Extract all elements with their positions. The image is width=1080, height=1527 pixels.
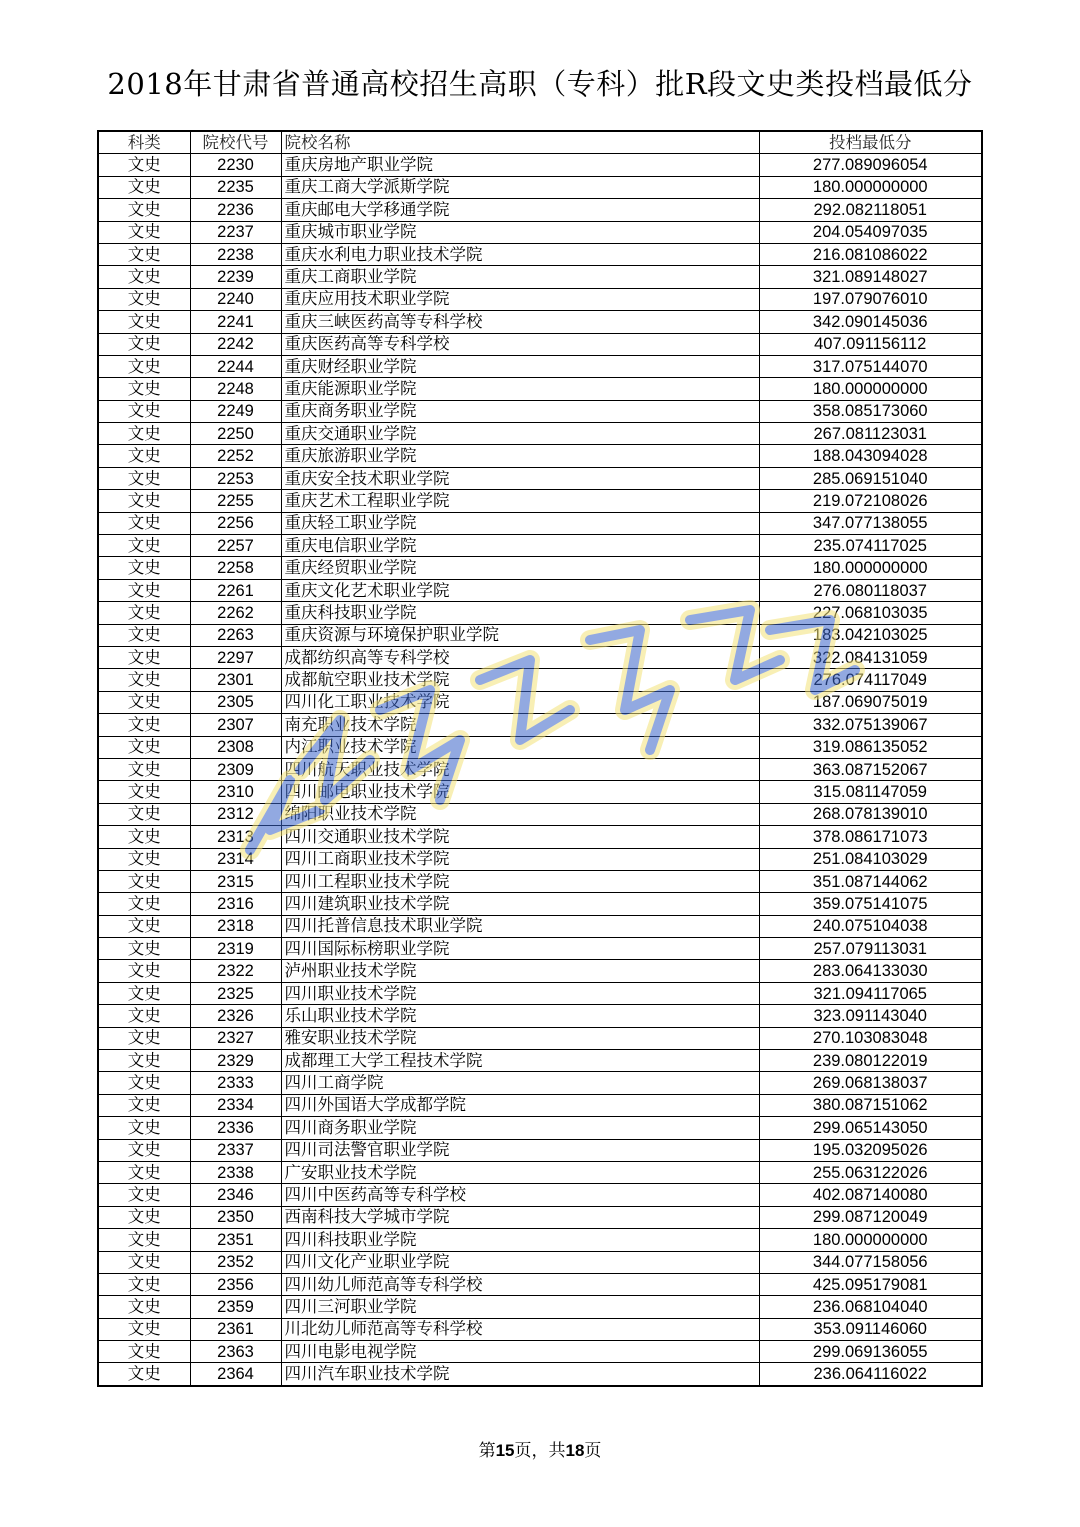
table-row xyxy=(98,848,982,870)
cell-min-score: 380.087151062 xyxy=(759,1094,982,1116)
cell-school-name: 内江职业技术学院 xyxy=(281,736,759,758)
cell-category: 文史 xyxy=(98,1094,190,1116)
table-row xyxy=(98,938,982,960)
cell-school-name: 重庆工商大学派斯学院 xyxy=(281,176,759,198)
table-row xyxy=(98,826,982,848)
cell-school-name: 四川航天职业技术学院 xyxy=(281,758,759,780)
cell-min-score: 240.075104038 xyxy=(759,915,982,937)
cell-min-score: 235.074117025 xyxy=(759,535,982,557)
cell-category: 文史 xyxy=(98,691,190,713)
cell-min-score: 236.064116022 xyxy=(759,1363,982,1386)
cell-min-score: 219.072108026 xyxy=(759,490,982,512)
cell-min-score: 321.089148027 xyxy=(759,266,982,288)
cell-min-score: 425.095179081 xyxy=(759,1273,982,1295)
cell-category: 文史 xyxy=(98,176,190,198)
cell-school-code: 2356 xyxy=(190,1273,281,1295)
cell-school-code: 2364 xyxy=(190,1363,281,1386)
page-footer xyxy=(0,1436,1080,1461)
table-row xyxy=(98,1139,982,1161)
table-row xyxy=(98,423,982,445)
cell-school-code: 2314 xyxy=(190,848,281,870)
cell-school-name: 四川托普信息技术职业学院 xyxy=(281,915,759,937)
cell-min-score: 180.000000000 xyxy=(759,176,982,198)
table-row xyxy=(98,266,982,288)
cell-category: 文史 xyxy=(98,1251,190,1273)
cell-category: 文史 xyxy=(98,467,190,489)
cell-category: 文史 xyxy=(98,714,190,736)
cell-category: 文史 xyxy=(98,311,190,333)
table-row xyxy=(98,669,982,691)
cell-category: 文史 xyxy=(98,803,190,825)
cell-category: 文史 xyxy=(98,938,190,960)
cell-school-name: 成都纺织高等专科学校 xyxy=(281,646,759,668)
cell-school-code: 2250 xyxy=(190,423,281,445)
cell-school-name: 重庆城市职业学院 xyxy=(281,221,759,243)
cell-category: 文史 xyxy=(98,1273,190,1295)
cell-category: 文史 xyxy=(98,199,190,221)
cell-min-score: 188.043094028 xyxy=(759,445,982,467)
cell-category: 文史 xyxy=(98,1117,190,1139)
cell-school-name: 南充职业技术学院 xyxy=(281,714,759,736)
table-header-row xyxy=(98,131,982,154)
cell-school-name: 雅安职业技术学院 xyxy=(281,1027,759,1049)
cell-school-code: 2305 xyxy=(190,691,281,713)
cell-school-code: 2257 xyxy=(190,535,281,557)
score-table-container xyxy=(97,130,983,1387)
cell-min-score: 319.086135052 xyxy=(759,736,982,758)
cell-category: 文史 xyxy=(98,512,190,534)
cell-school-code: 2256 xyxy=(190,512,281,534)
cell-min-score: 315.081147059 xyxy=(759,781,982,803)
cell-min-score: 180.000000000 xyxy=(759,1229,982,1251)
table-row xyxy=(98,915,982,937)
cell-school-name: 重庆旅游职业学院 xyxy=(281,445,759,467)
cell-school-name: 西南科技大学城市学院 xyxy=(281,1206,759,1228)
cell-min-score: 277.089096054 xyxy=(759,154,982,176)
cell-category: 文史 xyxy=(98,736,190,758)
cell-school-name: 重庆安全技术职业学院 xyxy=(281,467,759,489)
table-row xyxy=(98,355,982,377)
cell-category: 文史 xyxy=(98,1318,190,1340)
cell-school-name: 乐山职业技术学院 xyxy=(281,1005,759,1027)
table-row xyxy=(98,1094,982,1116)
cell-min-score: 227.068103035 xyxy=(759,602,982,624)
cell-school-code: 2261 xyxy=(190,579,281,601)
cell-school-name: 重庆艺术工程职业学院 xyxy=(281,490,759,512)
table-row xyxy=(98,691,982,713)
cell-school-code: 2333 xyxy=(190,1072,281,1094)
cell-school-code: 2307 xyxy=(190,714,281,736)
cell-school-name: 广安职业技术学院 xyxy=(281,1161,759,1183)
cell-category: 文史 xyxy=(98,423,190,445)
cell-school-name: 四川电影电视学院 xyxy=(281,1341,759,1363)
cell-min-score: 267.081123031 xyxy=(759,423,982,445)
cell-school-name: 四川科技职业学院 xyxy=(281,1229,759,1251)
cell-school-name: 四川邮电职业技术学院 xyxy=(281,781,759,803)
cell-min-score: 180.000000000 xyxy=(759,378,982,400)
cell-school-name: 成都理工大学工程技术学院 xyxy=(281,1050,759,1072)
cell-school-name: 四川商务职业学院 xyxy=(281,1117,759,1139)
cell-school-name: 重庆医药高等专科学校 xyxy=(281,333,759,355)
cell-min-score: 292.082118051 xyxy=(759,199,982,221)
cell-category: 文史 xyxy=(98,445,190,467)
cell-min-score: 347.077138055 xyxy=(759,512,982,534)
footer-middle: 页，共 xyxy=(514,1441,566,1461)
table-row xyxy=(98,1296,982,1318)
table-row xyxy=(98,1027,982,1049)
cell-school-name: 四川化工职业技术学院 xyxy=(281,691,759,713)
cell-min-score: 363.087152067 xyxy=(759,758,982,780)
table-row xyxy=(98,1206,982,1228)
cell-school-name: 四川文化产业职业学院 xyxy=(281,1251,759,1273)
cell-school-name: 四川国际标榜职业学院 xyxy=(281,938,759,960)
cell-category: 文史 xyxy=(98,1341,190,1363)
cell-school-name: 重庆轻工职业学院 xyxy=(281,512,759,534)
cell-school-code: 2319 xyxy=(190,938,281,960)
table-row xyxy=(98,512,982,534)
cell-school-code: 2318 xyxy=(190,915,281,937)
cell-category: 文史 xyxy=(98,1296,190,1318)
cell-school-code: 2315 xyxy=(190,870,281,892)
cell-school-code: 2244 xyxy=(190,355,281,377)
table-row xyxy=(98,803,982,825)
cell-min-score: 323.091143040 xyxy=(759,1005,982,1027)
table-row xyxy=(98,714,982,736)
table-row xyxy=(98,1161,982,1183)
cell-school-name: 四川交通职业技术学院 xyxy=(281,826,759,848)
cell-category: 文史 xyxy=(98,758,190,780)
table-row xyxy=(98,1184,982,1206)
cell-min-score: 317.075144070 xyxy=(759,355,982,377)
cell-school-code: 2253 xyxy=(190,467,281,489)
cell-min-score: 276.074117049 xyxy=(759,669,982,691)
cell-school-name: 泸州职业技术学院 xyxy=(281,960,759,982)
cell-school-code: 2351 xyxy=(190,1229,281,1251)
cell-school-name: 重庆电信职业学院 xyxy=(281,535,759,557)
cell-category: 文史 xyxy=(98,870,190,892)
cell-school-code: 2322 xyxy=(190,960,281,982)
cell-min-score: 255.063122026 xyxy=(759,1161,982,1183)
cell-category: 文史 xyxy=(98,893,190,915)
cell-school-name: 成都航空职业技术学院 xyxy=(281,669,759,691)
cell-school-name: 四川工商职业技术学院 xyxy=(281,848,759,870)
cell-school-name: 四川汽车职业技术学院 xyxy=(281,1363,759,1386)
footer-current-page: 15 xyxy=(495,1441,515,1460)
cell-category: 文史 xyxy=(98,915,190,937)
header-school-name: 院校名称 xyxy=(281,131,759,154)
cell-min-score: 268.078139010 xyxy=(759,803,982,825)
cell-school-name: 四川外国语大学成都学院 xyxy=(281,1094,759,1116)
cell-school-name: 重庆文化艺术职业学院 xyxy=(281,579,759,601)
footer-prefix: 第 xyxy=(478,1441,496,1461)
table-row xyxy=(98,1273,982,1295)
table-row xyxy=(98,736,982,758)
cell-category: 文史 xyxy=(98,1184,190,1206)
cell-min-score: 270.103083048 xyxy=(759,1027,982,1049)
cell-min-score: 402.087140080 xyxy=(759,1184,982,1206)
cell-school-name: 四川司法警官职业学院 xyxy=(281,1139,759,1161)
cell-school-name: 重庆资源与环境保护职业学院 xyxy=(281,624,759,646)
cell-category: 文史 xyxy=(98,288,190,310)
cell-school-name: 重庆应用技术职业学院 xyxy=(281,288,759,310)
cell-school-code: 2352 xyxy=(190,1251,281,1273)
cell-category: 文史 xyxy=(98,669,190,691)
cell-school-name: 重庆邮电大学移通学院 xyxy=(281,199,759,221)
cell-category: 文史 xyxy=(98,781,190,803)
cell-school-name: 四川建筑职业技术学院 xyxy=(281,893,759,915)
cell-school-code: 2327 xyxy=(190,1027,281,1049)
cell-min-score: 239.080122019 xyxy=(759,1050,982,1072)
cell-min-score: 180.000000000 xyxy=(759,557,982,579)
cell-min-score: 204.054097035 xyxy=(759,221,982,243)
cell-school-name: 绵阳职业技术学院 xyxy=(281,803,759,825)
cell-category: 文史 xyxy=(98,602,190,624)
cell-min-score: 299.065143050 xyxy=(759,1117,982,1139)
table-row xyxy=(98,1318,982,1340)
cell-school-code: 2334 xyxy=(190,1094,281,1116)
table-row xyxy=(98,1341,982,1363)
cell-min-score: 321.094117065 xyxy=(759,982,982,1004)
cell-school-code: 2258 xyxy=(190,557,281,579)
page-title: 2018年甘肃省普通高校招生高职（专科）批R段文史类投档最低分 xyxy=(107,67,973,101)
cell-min-score: 344.077158056 xyxy=(759,1251,982,1273)
cell-category: 文史 xyxy=(98,826,190,848)
cell-school-name: 重庆能源职业学院 xyxy=(281,378,759,400)
footer-suffix: 页 xyxy=(584,1441,602,1461)
cell-school-code: 2325 xyxy=(190,982,281,1004)
cell-school-code: 2262 xyxy=(190,602,281,624)
cell-category: 文史 xyxy=(98,535,190,557)
table-row xyxy=(98,893,982,915)
cell-min-score: 358.085173060 xyxy=(759,400,982,422)
cell-school-code: 2297 xyxy=(190,646,281,668)
table-row xyxy=(98,1117,982,1139)
cell-min-score: 216.081086022 xyxy=(759,243,982,265)
table-row xyxy=(98,624,982,646)
table-row xyxy=(98,199,982,221)
cell-school-code: 2240 xyxy=(190,288,281,310)
cell-category: 文史 xyxy=(98,646,190,668)
cell-school-code: 2316 xyxy=(190,893,281,915)
table-row xyxy=(98,378,982,400)
cell-category: 文史 xyxy=(98,400,190,422)
cell-school-code: 2313 xyxy=(190,826,281,848)
cell-min-score: 283.064133030 xyxy=(759,960,982,982)
cell-school-code: 2361 xyxy=(190,1318,281,1340)
cell-school-code: 2255 xyxy=(190,490,281,512)
cell-school-code: 2238 xyxy=(190,243,281,265)
cell-min-score: 195.032095026 xyxy=(759,1139,982,1161)
cell-school-name: 重庆财经职业学院 xyxy=(281,355,759,377)
cell-category: 文史 xyxy=(98,266,190,288)
cell-min-score: 299.069136055 xyxy=(759,1341,982,1363)
footer-total-pages: 18 xyxy=(565,1441,585,1460)
cell-min-score: 251.084103029 xyxy=(759,848,982,870)
cell-school-name: 重庆工商职业学院 xyxy=(281,266,759,288)
cell-school-code: 2263 xyxy=(190,624,281,646)
cell-school-code: 2308 xyxy=(190,736,281,758)
cell-school-name: 重庆商务职业学院 xyxy=(281,400,759,422)
cell-category: 文史 xyxy=(98,154,190,176)
cell-school-name: 重庆交通职业学院 xyxy=(281,423,759,445)
cell-school-code: 2237 xyxy=(190,221,281,243)
table-row xyxy=(98,333,982,355)
cell-category: 文史 xyxy=(98,579,190,601)
cell-category: 文史 xyxy=(98,1229,190,1251)
cell-category: 文史 xyxy=(98,1005,190,1027)
cell-category: 文史 xyxy=(98,960,190,982)
table-row xyxy=(98,1251,982,1273)
table-row xyxy=(98,1229,982,1251)
cell-category: 文史 xyxy=(98,1206,190,1228)
cell-category: 文史 xyxy=(98,1139,190,1161)
cell-min-score: 407.091156112 xyxy=(759,333,982,355)
cell-school-name: 重庆科技职业学院 xyxy=(281,602,759,624)
table-row xyxy=(98,602,982,624)
cell-min-score: 285.069151040 xyxy=(759,467,982,489)
cell-school-code: 2350 xyxy=(190,1206,281,1228)
cell-category: 文史 xyxy=(98,848,190,870)
table-row xyxy=(98,781,982,803)
cell-min-score: 378.086171073 xyxy=(759,826,982,848)
cell-min-score: 353.091146060 xyxy=(759,1318,982,1340)
cell-school-code: 2239 xyxy=(190,266,281,288)
cell-min-score: 342.090145036 xyxy=(759,311,982,333)
table-row xyxy=(98,1072,982,1094)
cell-school-code: 2241 xyxy=(190,311,281,333)
table-row xyxy=(98,221,982,243)
header-category: 科类 xyxy=(98,131,190,154)
cell-min-score: 359.075141075 xyxy=(759,893,982,915)
cell-school-code: 2338 xyxy=(190,1161,281,1183)
cell-category: 文史 xyxy=(98,221,190,243)
cell-category: 文史 xyxy=(98,1027,190,1049)
cell-category: 文史 xyxy=(98,557,190,579)
cell-school-name: 四川工程职业技术学院 xyxy=(281,870,759,892)
cell-category: 文史 xyxy=(98,624,190,646)
cell-school-code: 2312 xyxy=(190,803,281,825)
cell-school-name: 四川工商学院 xyxy=(281,1072,759,1094)
cell-school-code: 2309 xyxy=(190,758,281,780)
cell-school-code: 2242 xyxy=(190,333,281,355)
table-row xyxy=(98,311,982,333)
cell-min-score: 322.084131059 xyxy=(759,646,982,668)
cell-min-score: 276.080118037 xyxy=(759,579,982,601)
table-row xyxy=(98,758,982,780)
cell-category: 文史 xyxy=(98,982,190,1004)
cell-school-code: 2336 xyxy=(190,1117,281,1139)
table-row xyxy=(98,288,982,310)
cell-category: 文史 xyxy=(98,1363,190,1386)
cell-school-code: 2236 xyxy=(190,199,281,221)
cell-school-code: 2326 xyxy=(190,1005,281,1027)
cell-category: 文史 xyxy=(98,490,190,512)
header-min-score: 投档最低分 xyxy=(759,131,982,154)
cell-min-score: 269.068138037 xyxy=(759,1072,982,1094)
cell-category: 文史 xyxy=(98,378,190,400)
cell-category: 文史 xyxy=(98,1072,190,1094)
table-row xyxy=(98,467,982,489)
table-row xyxy=(98,445,982,467)
cell-school-name: 四川中医药高等专科学校 xyxy=(281,1184,759,1206)
cell-school-code: 2359 xyxy=(190,1296,281,1318)
cell-school-name: 重庆经贸职业学院 xyxy=(281,557,759,579)
table-row xyxy=(98,982,982,1004)
cell-school-code: 2337 xyxy=(190,1139,281,1161)
cell-school-name: 四川职业技术学院 xyxy=(281,982,759,1004)
cell-school-code: 2346 xyxy=(190,1184,281,1206)
cell-min-score: 236.068104040 xyxy=(759,1296,982,1318)
table-row xyxy=(98,960,982,982)
cell-school-name: 重庆房地产职业学院 xyxy=(281,154,759,176)
table-row xyxy=(98,870,982,892)
cell-school-code: 2252 xyxy=(190,445,281,467)
cell-min-score: 351.087144062 xyxy=(759,870,982,892)
cell-school-name: 川北幼儿师范高等专科学校 xyxy=(281,1318,759,1340)
table-row xyxy=(98,176,982,198)
cell-min-score: 197.079076010 xyxy=(759,288,982,310)
cell-category: 文史 xyxy=(98,1050,190,1072)
table-row xyxy=(98,154,982,176)
cell-category: 文史 xyxy=(98,355,190,377)
cell-school-name: 重庆水利电力职业技术学院 xyxy=(281,243,759,265)
cell-min-score: 183.042103025 xyxy=(759,624,982,646)
table-row xyxy=(98,400,982,422)
cell-school-code: 2235 xyxy=(190,176,281,198)
cell-school-name: 四川幼儿师范高等专科学校 xyxy=(281,1273,759,1295)
cell-category: 文史 xyxy=(98,243,190,265)
table-row xyxy=(98,490,982,512)
table-row xyxy=(98,535,982,557)
cell-min-score: 257.079113031 xyxy=(759,938,982,960)
cell-school-name: 四川三河职业学院 xyxy=(281,1296,759,1318)
cell-min-score: 187.069075019 xyxy=(759,691,982,713)
cell-school-code: 2310 xyxy=(190,781,281,803)
table-row xyxy=(98,579,982,601)
table-row xyxy=(98,557,982,579)
table-row xyxy=(98,646,982,668)
cell-min-score: 332.075139067 xyxy=(759,714,982,736)
cell-school-code: 2230 xyxy=(190,154,281,176)
cell-category: 文史 xyxy=(98,1161,190,1183)
cell-min-score: 299.087120049 xyxy=(759,1206,982,1228)
cell-school-name: 重庆三峡医药高等专科学校 xyxy=(281,311,759,333)
cell-school-code: 2248 xyxy=(190,378,281,400)
cell-school-code: 2363 xyxy=(190,1341,281,1363)
table-row xyxy=(98,1363,982,1386)
cell-school-code: 2301 xyxy=(190,669,281,691)
table-row xyxy=(98,243,982,265)
score-table xyxy=(97,130,983,1387)
cell-category: 文史 xyxy=(98,333,190,355)
cell-school-code: 2329 xyxy=(190,1050,281,1072)
cell-school-code: 2249 xyxy=(190,400,281,422)
header-school-code: 院校代号 xyxy=(190,131,281,154)
table-row xyxy=(98,1005,982,1027)
table-row xyxy=(98,1050,982,1072)
